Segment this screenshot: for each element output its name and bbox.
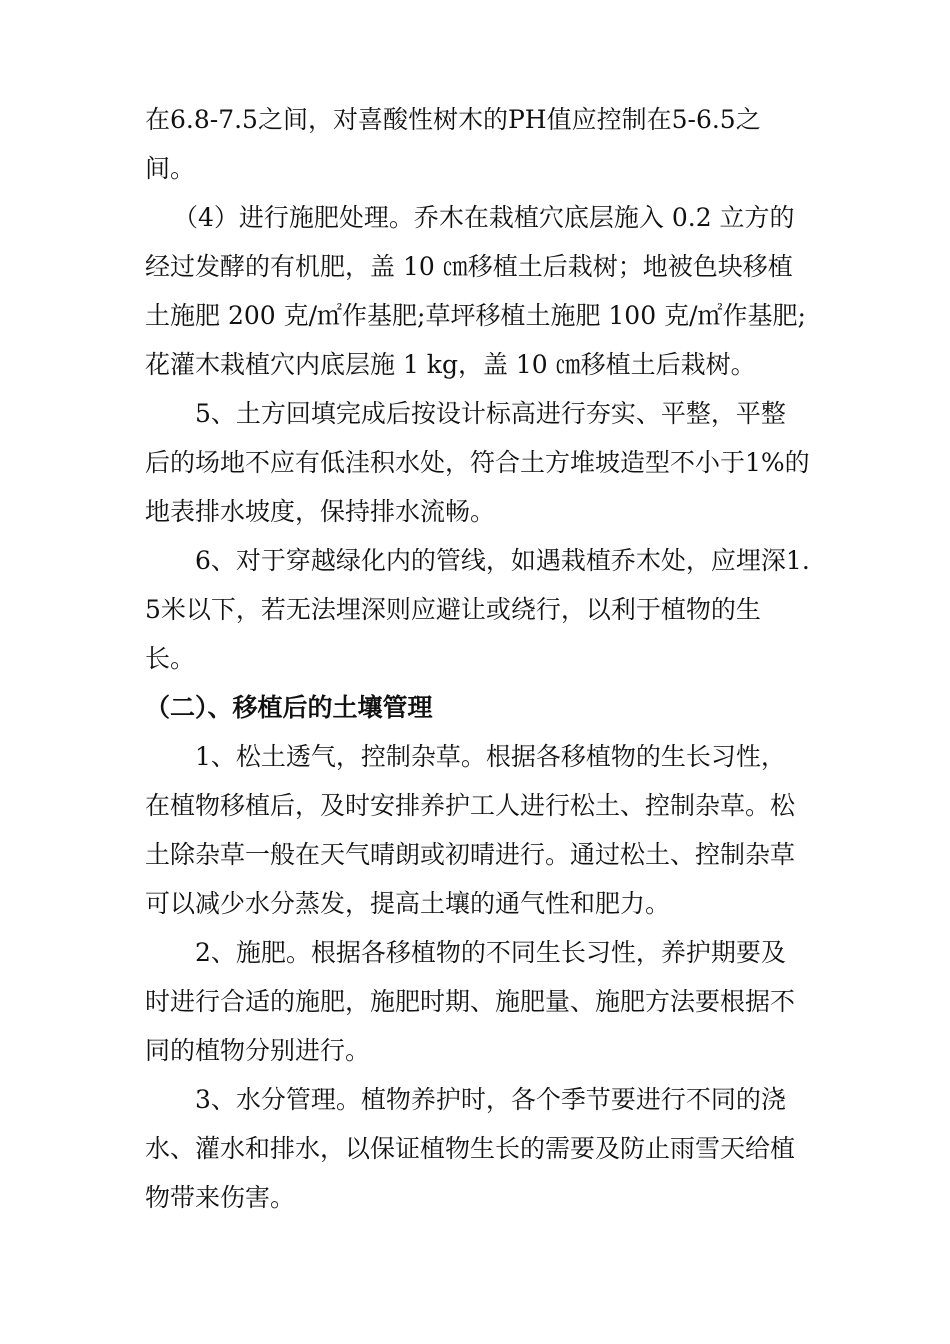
paragraph-loosening: 1、松土透气，控制杂草。根据各移植物的生长习性，在植物移植后，及时安排养护工人进行松土、控制杂草。松土除杂草一般在天气晴朗或初晴进行。通过松土、控制杂草可以减少水分蒸发，提高土壤的通气性和肥力。	[145, 742, 796, 918]
paragraph-water: 3、水分管理。植物养护时，各个季节要进行不同的浇水、灌水和排水，以保证植物生长的需要及防止雨雪天给植物带来伤害。	[145, 1085, 796, 1212]
paragraph-fertilization: （4）进行施肥处理。乔木在栽植穴底层施入 0.2 立方的经过发酵的有机肥，盖 10 ㎝移植土后栽树；地被色块移植土施肥 200 克/㎡作基肥;草坪移植土施肥 100 克/㎡作基肥;花灌木栽植穴内底层施 1 kg，盖 10 ㎝移植土后栽树。	[145, 203, 806, 379]
paragraph-pipelines: 6、对于穿越绿化内的管线，如遇栽植乔木处，应埋深1.5米以下，若无法埋深则应避让或绕行，以利于植物的生长。	[145, 546, 810, 673]
section-heading: （二）、移植后的土壤管理	[145, 693, 433, 722]
document-body	[145, 95, 810, 1222]
paragraph-ph-control: 在6.8-7.5之间，对喜酸性树木的PH值应控制在5-6.5之间。	[145, 105, 761, 183]
paragraph-backfill: 5、土方回填完成后按设计标高进行夯实、平整，平整后的场地不应有低洼积水处，符合土方堆坡造型不小于1%的地表排水坡度，保持排水流畅。	[145, 399, 810, 526]
paragraph-manuring: 2、施肥。根据各移植物的不同生长习性，养护期要及时进行合适的施肥，施肥时期、施肥量、施肥方法要根据不同的植物分别进行。	[145, 938, 796, 1065]
